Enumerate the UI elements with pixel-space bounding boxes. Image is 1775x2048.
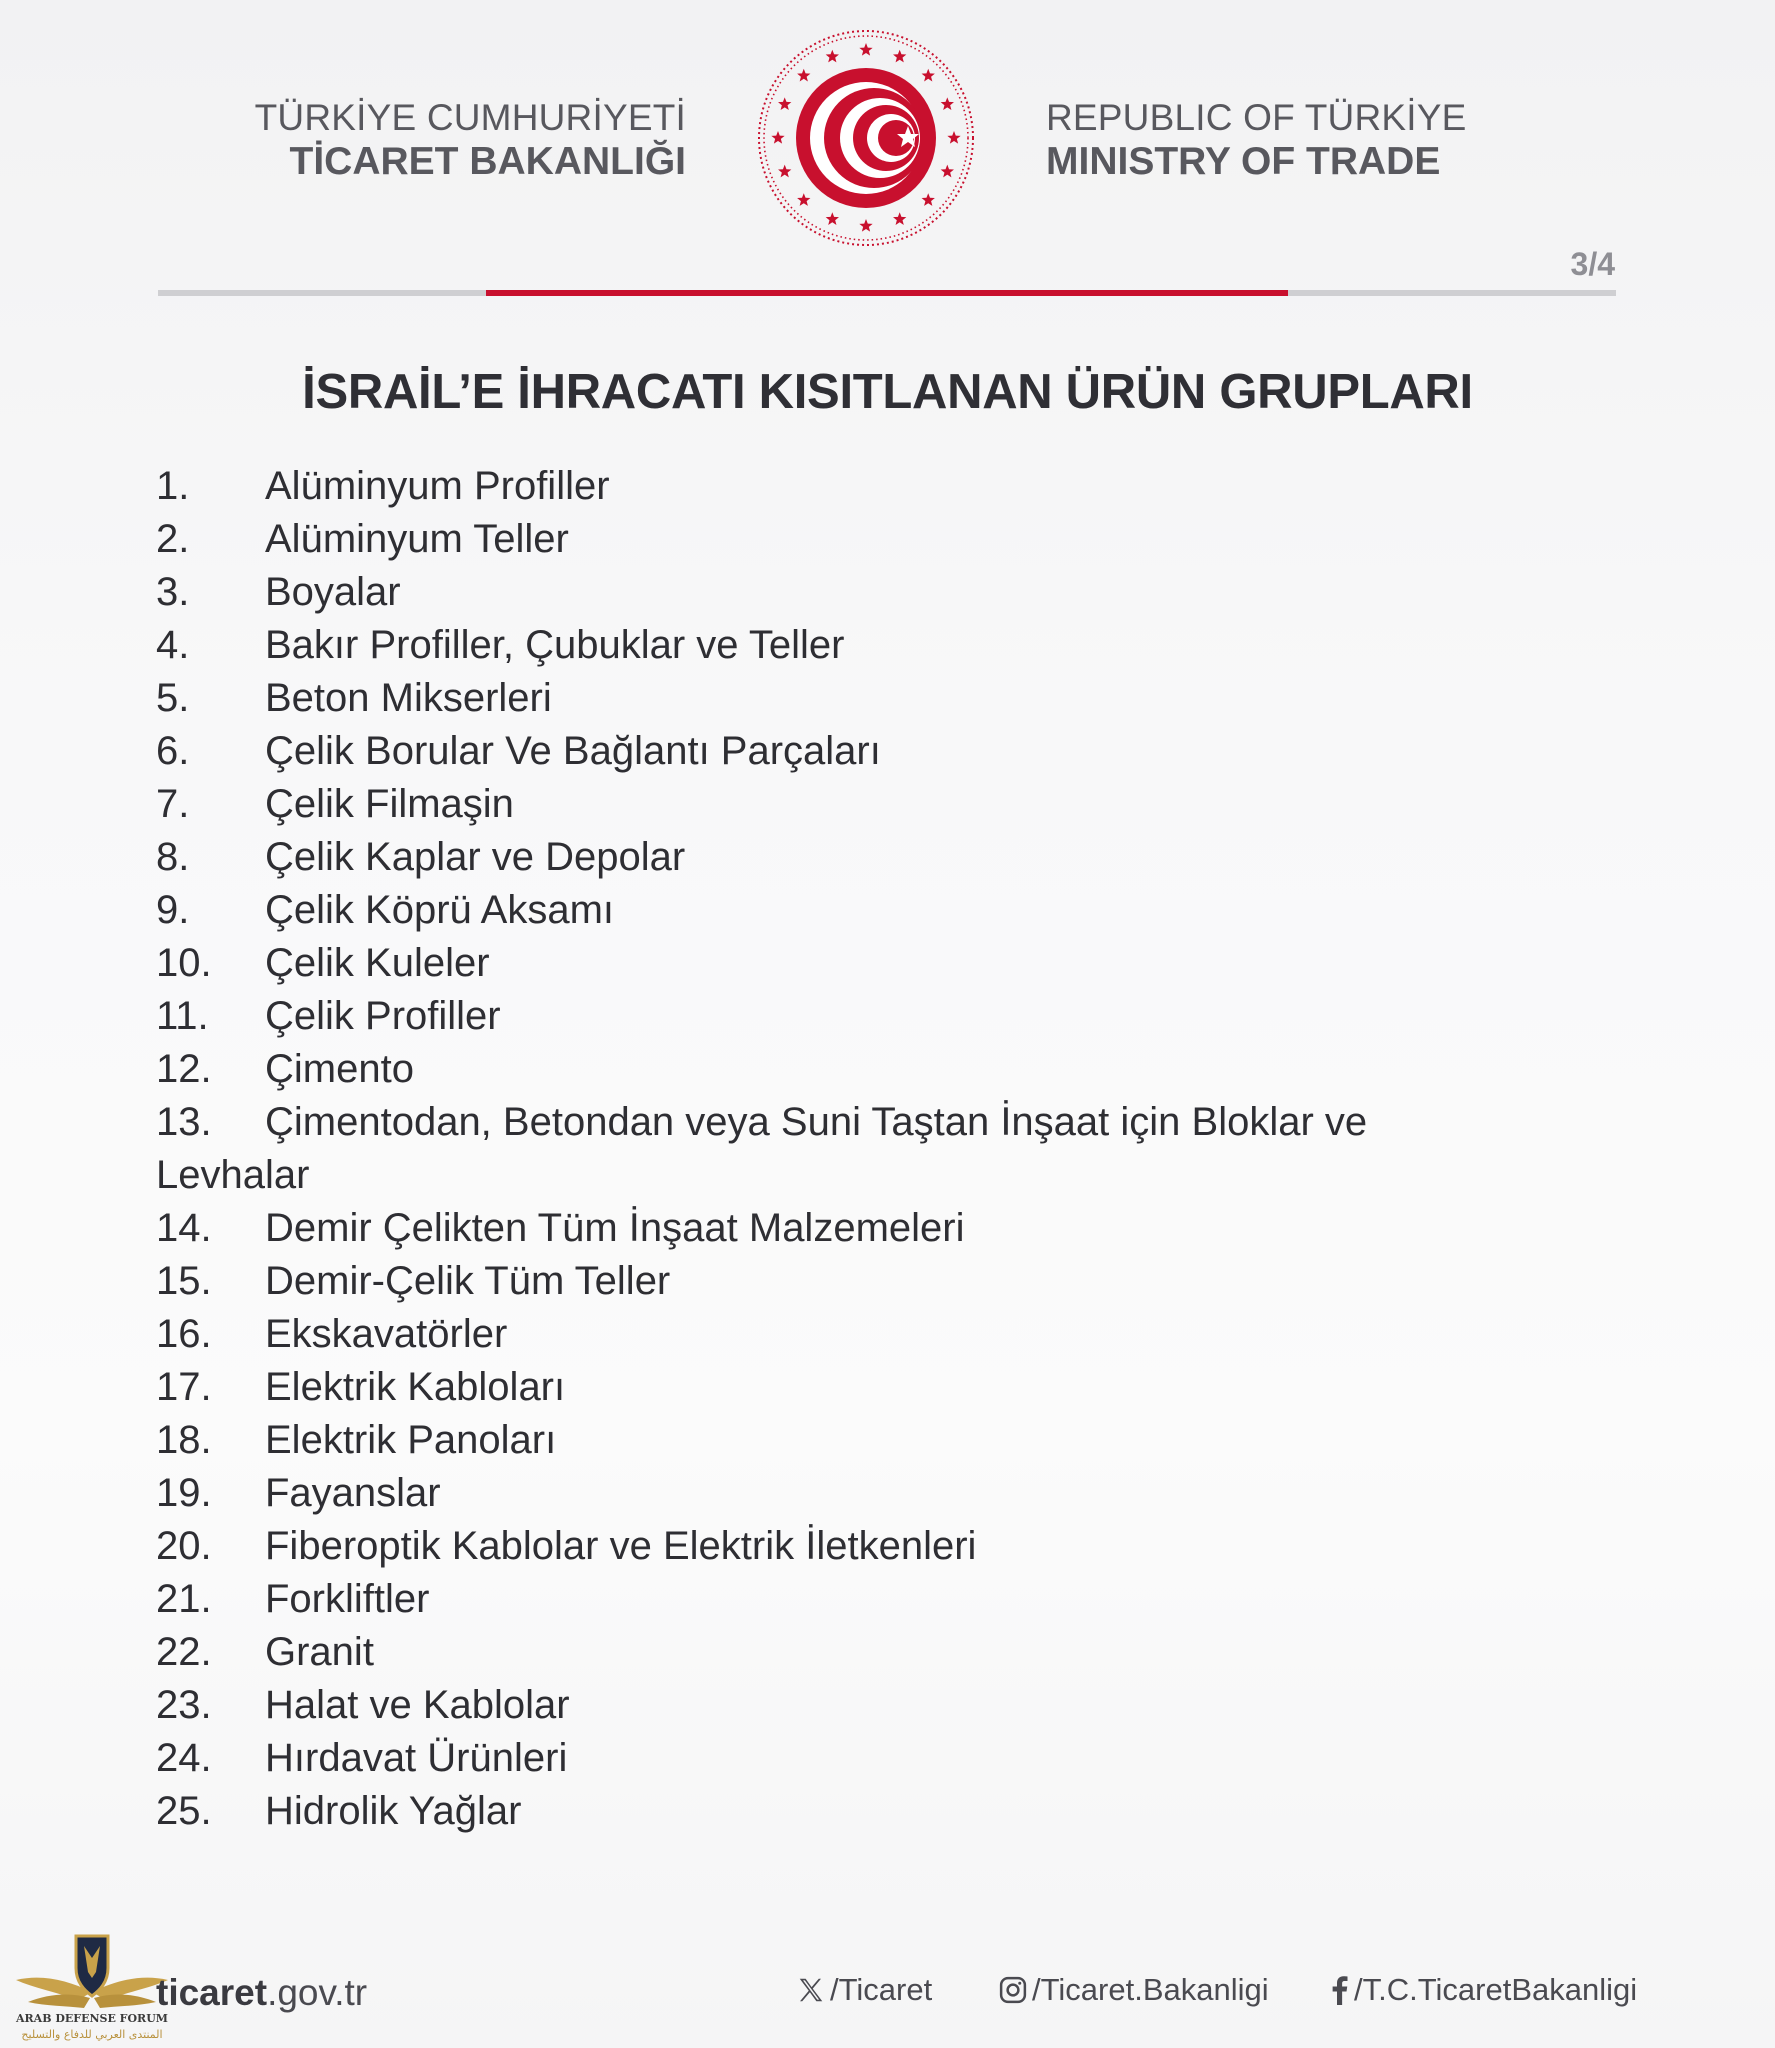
item-text: Granit: [265, 1630, 374, 1674]
list-item: [156, 990, 1496, 1043]
instagram-handle: /Ticaret.Bakanligi: [1032, 1972, 1269, 2007]
item-number: 1.: [156, 464, 190, 508]
list-item: [156, 1255, 1496, 1308]
page-number: 3/4: [1570, 246, 1615, 282]
list-item: [156, 1467, 1496, 1520]
list-item: [156, 1732, 1496, 1785]
list-item: [156, 1785, 1496, 1838]
item-number: 7.: [156, 782, 190, 826]
website-link[interactable]: [156, 1972, 367, 2014]
seal-star-icon: [826, 50, 839, 63]
item-text: Bakır Profiller, Çubuklar ve Teller: [265, 623, 845, 667]
site-brand: ticaret: [156, 1972, 268, 2013]
seal-star-icon: [859, 219, 872, 232]
list-item: [156, 1573, 1496, 1626]
item-number: 13.: [156, 1100, 212, 1144]
facebook-social-link[interactable]: [1328, 1972, 1637, 2008]
seal-star-icon: [797, 193, 810, 206]
instagram-logo-icon: [998, 1975, 1028, 2005]
item-number: 23.: [156, 1683, 212, 1727]
list-item: [156, 672, 1496, 725]
seal-star-icon: [778, 97, 791, 110]
item-text: Fayanslar: [265, 1471, 441, 1515]
item-text: Boyalar: [265, 570, 401, 614]
list-item: [156, 1626, 1496, 1679]
item-number: 12.: [156, 1047, 212, 1091]
item-number: 22.: [156, 1630, 212, 1674]
list-item: [156, 619, 1496, 672]
item-text: Demir Çelikten Tüm İnşaat Malzemeleri: [265, 1206, 965, 1250]
seal-star-icon: [859, 43, 872, 56]
item-number: 19.: [156, 1471, 212, 1515]
item-number: 2.: [156, 517, 190, 561]
org-tr-line1: TÜRKİYE CUMHURİYETİ: [254, 97, 686, 138]
org-name-turkish: [0, 96, 686, 184]
item-number: 8.: [156, 835, 190, 879]
list-item: [156, 460, 1496, 513]
list-item: [156, 1308, 1496, 1361]
item-text: Çelik Kuleler: [265, 941, 490, 985]
item-text: Çelik Borular Ve Bağlantı Parçaları: [265, 729, 881, 773]
list-item: [156, 1096, 1496, 1202]
item-text: Ekskavatörler: [265, 1312, 508, 1356]
list-item: [156, 1361, 1496, 1414]
list-item: [156, 1679, 1496, 1732]
item-number: 20.: [156, 1524, 212, 1568]
seal-star-icon: [826, 212, 839, 225]
watermark-label: ARAB DEFENSE FORUM: [16, 2012, 168, 2025]
seal-star-icon: [922, 69, 935, 82]
item-number: 17.: [156, 1365, 212, 1409]
item-text: Fiberoptik Kablolar ve Elektrik İletkenleri: [265, 1524, 977, 1568]
seal-star-icon: [771, 131, 784, 144]
org-name-english: [1046, 96, 1466, 184]
item-number: 9.: [156, 888, 190, 932]
x-handle: /Ticaret: [830, 1972, 933, 2007]
x-social-link[interactable]: [796, 1972, 932, 2008]
seal-star-icon: [778, 165, 791, 178]
item-text: Çimento: [265, 1047, 414, 1091]
seal-star-icon: [893, 212, 906, 225]
list-item: [156, 884, 1496, 937]
item-text: Alüminyum Profiller: [265, 464, 610, 508]
list-item: [156, 1414, 1496, 1467]
seal-star-icon: [941, 165, 954, 178]
item-number: 3.: [156, 570, 190, 614]
facebook-handle: /T.C.TicaretBakanligi: [1354, 1972, 1638, 2007]
org-en-line1: REPUBLIC OF TÜRKİYE: [1046, 97, 1467, 138]
watermark-label-arabic: المنتدى العربي للدفاع والتسليح: [21, 2028, 163, 2041]
list-item: [156, 1202, 1496, 1255]
item-text: Hırdavat Ürünleri: [265, 1736, 568, 1780]
list-item: [156, 566, 1496, 619]
seal-star-icon: [797, 69, 810, 82]
list-item: [156, 778, 1496, 831]
item-text: Çelik Köprü Aksamı: [265, 888, 615, 932]
item-number: 10.: [156, 941, 212, 985]
seal-star-icon: [947, 131, 960, 144]
item-number: 16.: [156, 1312, 212, 1356]
item-number: 4.: [156, 623, 190, 667]
item-text: Çelik Kaplar ve Depolar: [265, 835, 686, 879]
org-tr-line2: TİCARET BAKANLIĞI: [289, 140, 686, 183]
page-title: İSRAİL’E İHRACATI KISITLANAN ÜRÜN GRUPLARI: [302, 365, 1473, 419]
facebook-logo-icon: [1328, 1975, 1350, 2005]
arab-defense-forum-watermark-icon: [12, 1922, 172, 2048]
item-text: Forkliftler: [265, 1577, 430, 1621]
item-text: Halat ve Kablolar: [265, 1683, 570, 1727]
item-text: Demir-Çelik Tüm Teller: [265, 1259, 671, 1303]
instagram-social-link[interactable]: [998, 1972, 1269, 2008]
item-number: 11.: [156, 994, 209, 1038]
item-text: Beton Mikserleri: [265, 676, 552, 720]
item-number: 5.: [156, 676, 190, 720]
list-item: [156, 831, 1496, 884]
item-text: Hidrolik Yağlar: [265, 1789, 522, 1833]
item-text: Elektrik Panoları: [265, 1418, 557, 1462]
item-number: 21.: [156, 1577, 212, 1621]
item-text: Çelik Filmaşin: [265, 782, 514, 826]
item-text: Elektrik Kabloları: [265, 1365, 566, 1409]
ministry-seal-icon: [756, 28, 976, 248]
list-item: [156, 937, 1496, 990]
seal-star-icon: [893, 50, 906, 63]
seal-star-icon: [922, 193, 935, 206]
list-item: [156, 1043, 1496, 1096]
site-domain: .gov.tr: [267, 1972, 368, 2013]
item-text: Çimentodan, Betondan veya Suni Taştan İnşaat için Bloklar ve Levhalar: [156, 1100, 1368, 1197]
item-number: 25.: [156, 1789, 212, 1833]
seal-star-icon: [941, 97, 954, 110]
item-number: 18.: [156, 1418, 212, 1462]
item-number: 14.: [156, 1206, 212, 1250]
item-number: 24.: [156, 1736, 212, 1780]
item-text: Alüminyum Teller: [265, 517, 569, 561]
list-item: [156, 1520, 1496, 1573]
org-en-line2: MINISTRY OF TRADE: [1046, 140, 1441, 183]
item-text: Çelik Profiller: [265, 994, 501, 1038]
list-item: [156, 725, 1496, 778]
x-logo-icon: [796, 1975, 826, 2005]
item-number: 15.: [156, 1259, 212, 1303]
product-list: [156, 460, 1496, 1838]
header-divider-accent: [486, 290, 1288, 296]
item-number: 6.: [156, 729, 190, 773]
list-item: [156, 513, 1496, 566]
